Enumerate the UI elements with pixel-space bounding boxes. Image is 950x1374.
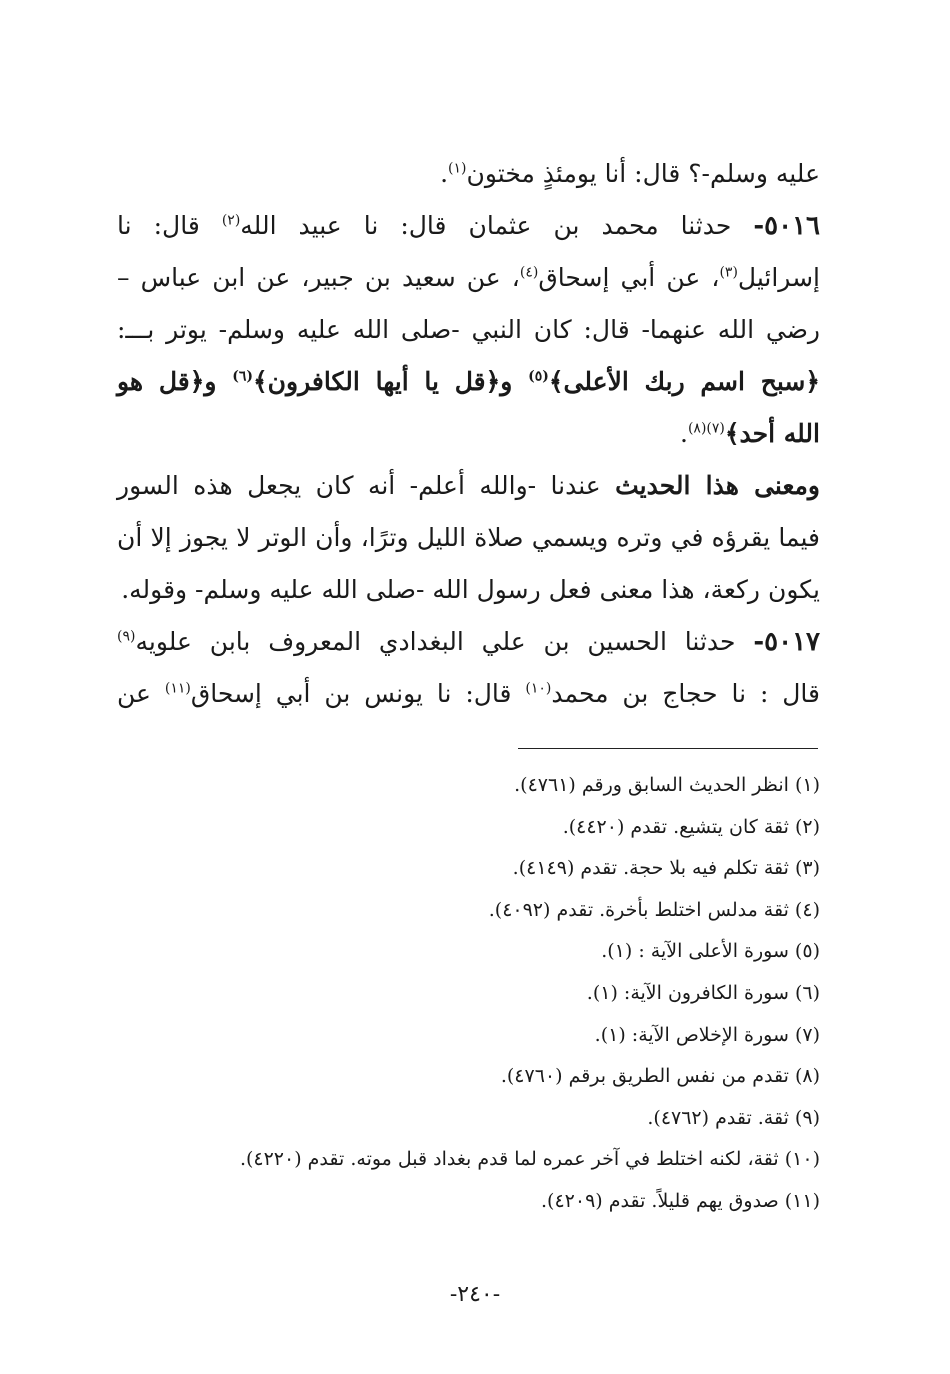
footnote-ref[interactable]: (٣) xyxy=(719,264,738,281)
footnote-1: (١) انظر الحديث السابق ورقم (٤٧٦١). xyxy=(514,774,820,796)
footnote-ref[interactable]: (١١) xyxy=(164,680,191,697)
footnote-ref[interactable]: (٢) xyxy=(221,212,241,229)
text-fragment: قال: نا xyxy=(117,211,222,240)
text-fragment: قال: نا يونس بن أبي إسحاق xyxy=(190,679,526,708)
footnote-7: (٧) سورة الإخلاص الآية: (١). xyxy=(594,1023,820,1046)
footnotes xyxy=(100,765,820,1223)
text-fragment: . xyxy=(440,159,449,188)
page-number: -٢٤٠- xyxy=(449,1282,501,1307)
hadith-5017-line-2 xyxy=(117,668,820,720)
text-fragment: يكون ركعة، هذا معنى فعل رسول الله -صلى الله عليه وسلم- وقوله. xyxy=(121,575,820,604)
meaning-heading: ومعنى هذا الحديث xyxy=(615,471,820,500)
text-fragment: حدثنا محمد بن عثمان قال: نا عبيد الله xyxy=(240,211,754,240)
hadith-5016-line-4 xyxy=(117,356,820,408)
quran-verse: و﴿قل يا أيها الكافرون﴾ xyxy=(253,367,529,396)
text-fragment: عندنا -والله أعلم- أنه كان يجعل هذه السور xyxy=(117,471,616,500)
text-fragment: قال : نا حجاج بن محمد xyxy=(551,679,820,708)
quran-verse: و﴿قل هو xyxy=(117,367,233,396)
footnote-2: (٢) ثقة كان يتشيع. تقدم (٤٤٢٠). xyxy=(562,815,820,838)
footnote-divider xyxy=(518,748,818,749)
text-fragment: . xyxy=(679,419,688,448)
text-fragment: عن xyxy=(117,679,165,708)
meaning-line-2 xyxy=(117,512,820,564)
footnote-10: (١٠) ثقة، لكنه اختلط في آخر عمره لما قدم بغداد قبل موته. تقدم (٤٢٢٠). xyxy=(239,1148,820,1171)
text-fragment: ، عن أبي إسحاق xyxy=(538,263,720,292)
footnote-5: (٥) سورة الأعلى الآية : (١). xyxy=(601,940,820,963)
text-fragment: فيما يقرؤه في وتره ويسمي صلاة الليل وترًا، وأن الوتر لا يجوز إلا أن xyxy=(117,523,820,552)
quran-verse: الله أحد﴾ xyxy=(724,419,820,448)
footnote-8: (٨) تقدم من نفس الطريق برقم (٤٧٦٠). xyxy=(500,1065,820,1088)
footnote-ref[interactable]: (٩) xyxy=(117,628,136,645)
main-text xyxy=(117,148,820,720)
text-fragment: حدثنا الحسين بن علي البغدادي المعروف بابن علويه xyxy=(135,627,754,656)
footnote-ref[interactable]: (٤) xyxy=(519,264,539,281)
footnote-9: (٩) ثقة. تقدم (٤٧٦٢). xyxy=(647,1106,820,1129)
footnote-ref[interactable]: (١) xyxy=(448,160,467,177)
hadith-5017-line-1 xyxy=(117,616,820,668)
footnote-4: (٤) ثقة مدلس اختلط بأخرة. تقدم (٤٠٩٢). xyxy=(488,898,820,921)
meaning-line-3 xyxy=(117,564,820,616)
hadith-5016-line-3 xyxy=(117,304,820,356)
footnote-3: (٣) ثقة تكلم فيه بلا حجة. تقدم (٤١٤٩). xyxy=(512,857,820,880)
hadith-number: ٥٠١٧- xyxy=(753,627,820,657)
footnote-ref[interactable]: (١٠) xyxy=(525,680,552,697)
footnote-ref[interactable]: (٦) xyxy=(232,368,254,385)
text-fragment: إسرائيل xyxy=(737,263,820,292)
text-fragment: رضي الله عنهما- قال: كان النبي -صلى الله عليه وسلم- يوتر بـــ: xyxy=(117,315,820,344)
text-line-1 xyxy=(117,148,820,200)
text-fragment: عليه وسلم-؟ قال: أنا يومئذٍ مختون xyxy=(466,159,820,188)
footnote-11: (١١) صدوق يهم قليلاً. تقدم (٤٢٠٩). xyxy=(541,1189,820,1212)
meaning-line-1 xyxy=(117,460,820,512)
quran-verse: ﴿سبح اسم ربك الأعلى﴾ xyxy=(548,367,820,396)
hadith-number: ٥٠١٦- xyxy=(753,211,821,241)
footnote-ref[interactable]: (٧)(٨) xyxy=(687,420,725,437)
hadith-5016-line-2 xyxy=(117,252,820,304)
text-fragment: ، عن سعيد بن جبير، عن ابن عباس – xyxy=(117,263,520,292)
hadith-5016-line-1 xyxy=(117,200,820,252)
footnote-ref[interactable]: (٥) xyxy=(528,368,549,385)
hadith-5016-line-5 xyxy=(117,408,820,460)
footnote-6: (٦) سورة الكافرون الآية: (١). xyxy=(586,981,820,1004)
